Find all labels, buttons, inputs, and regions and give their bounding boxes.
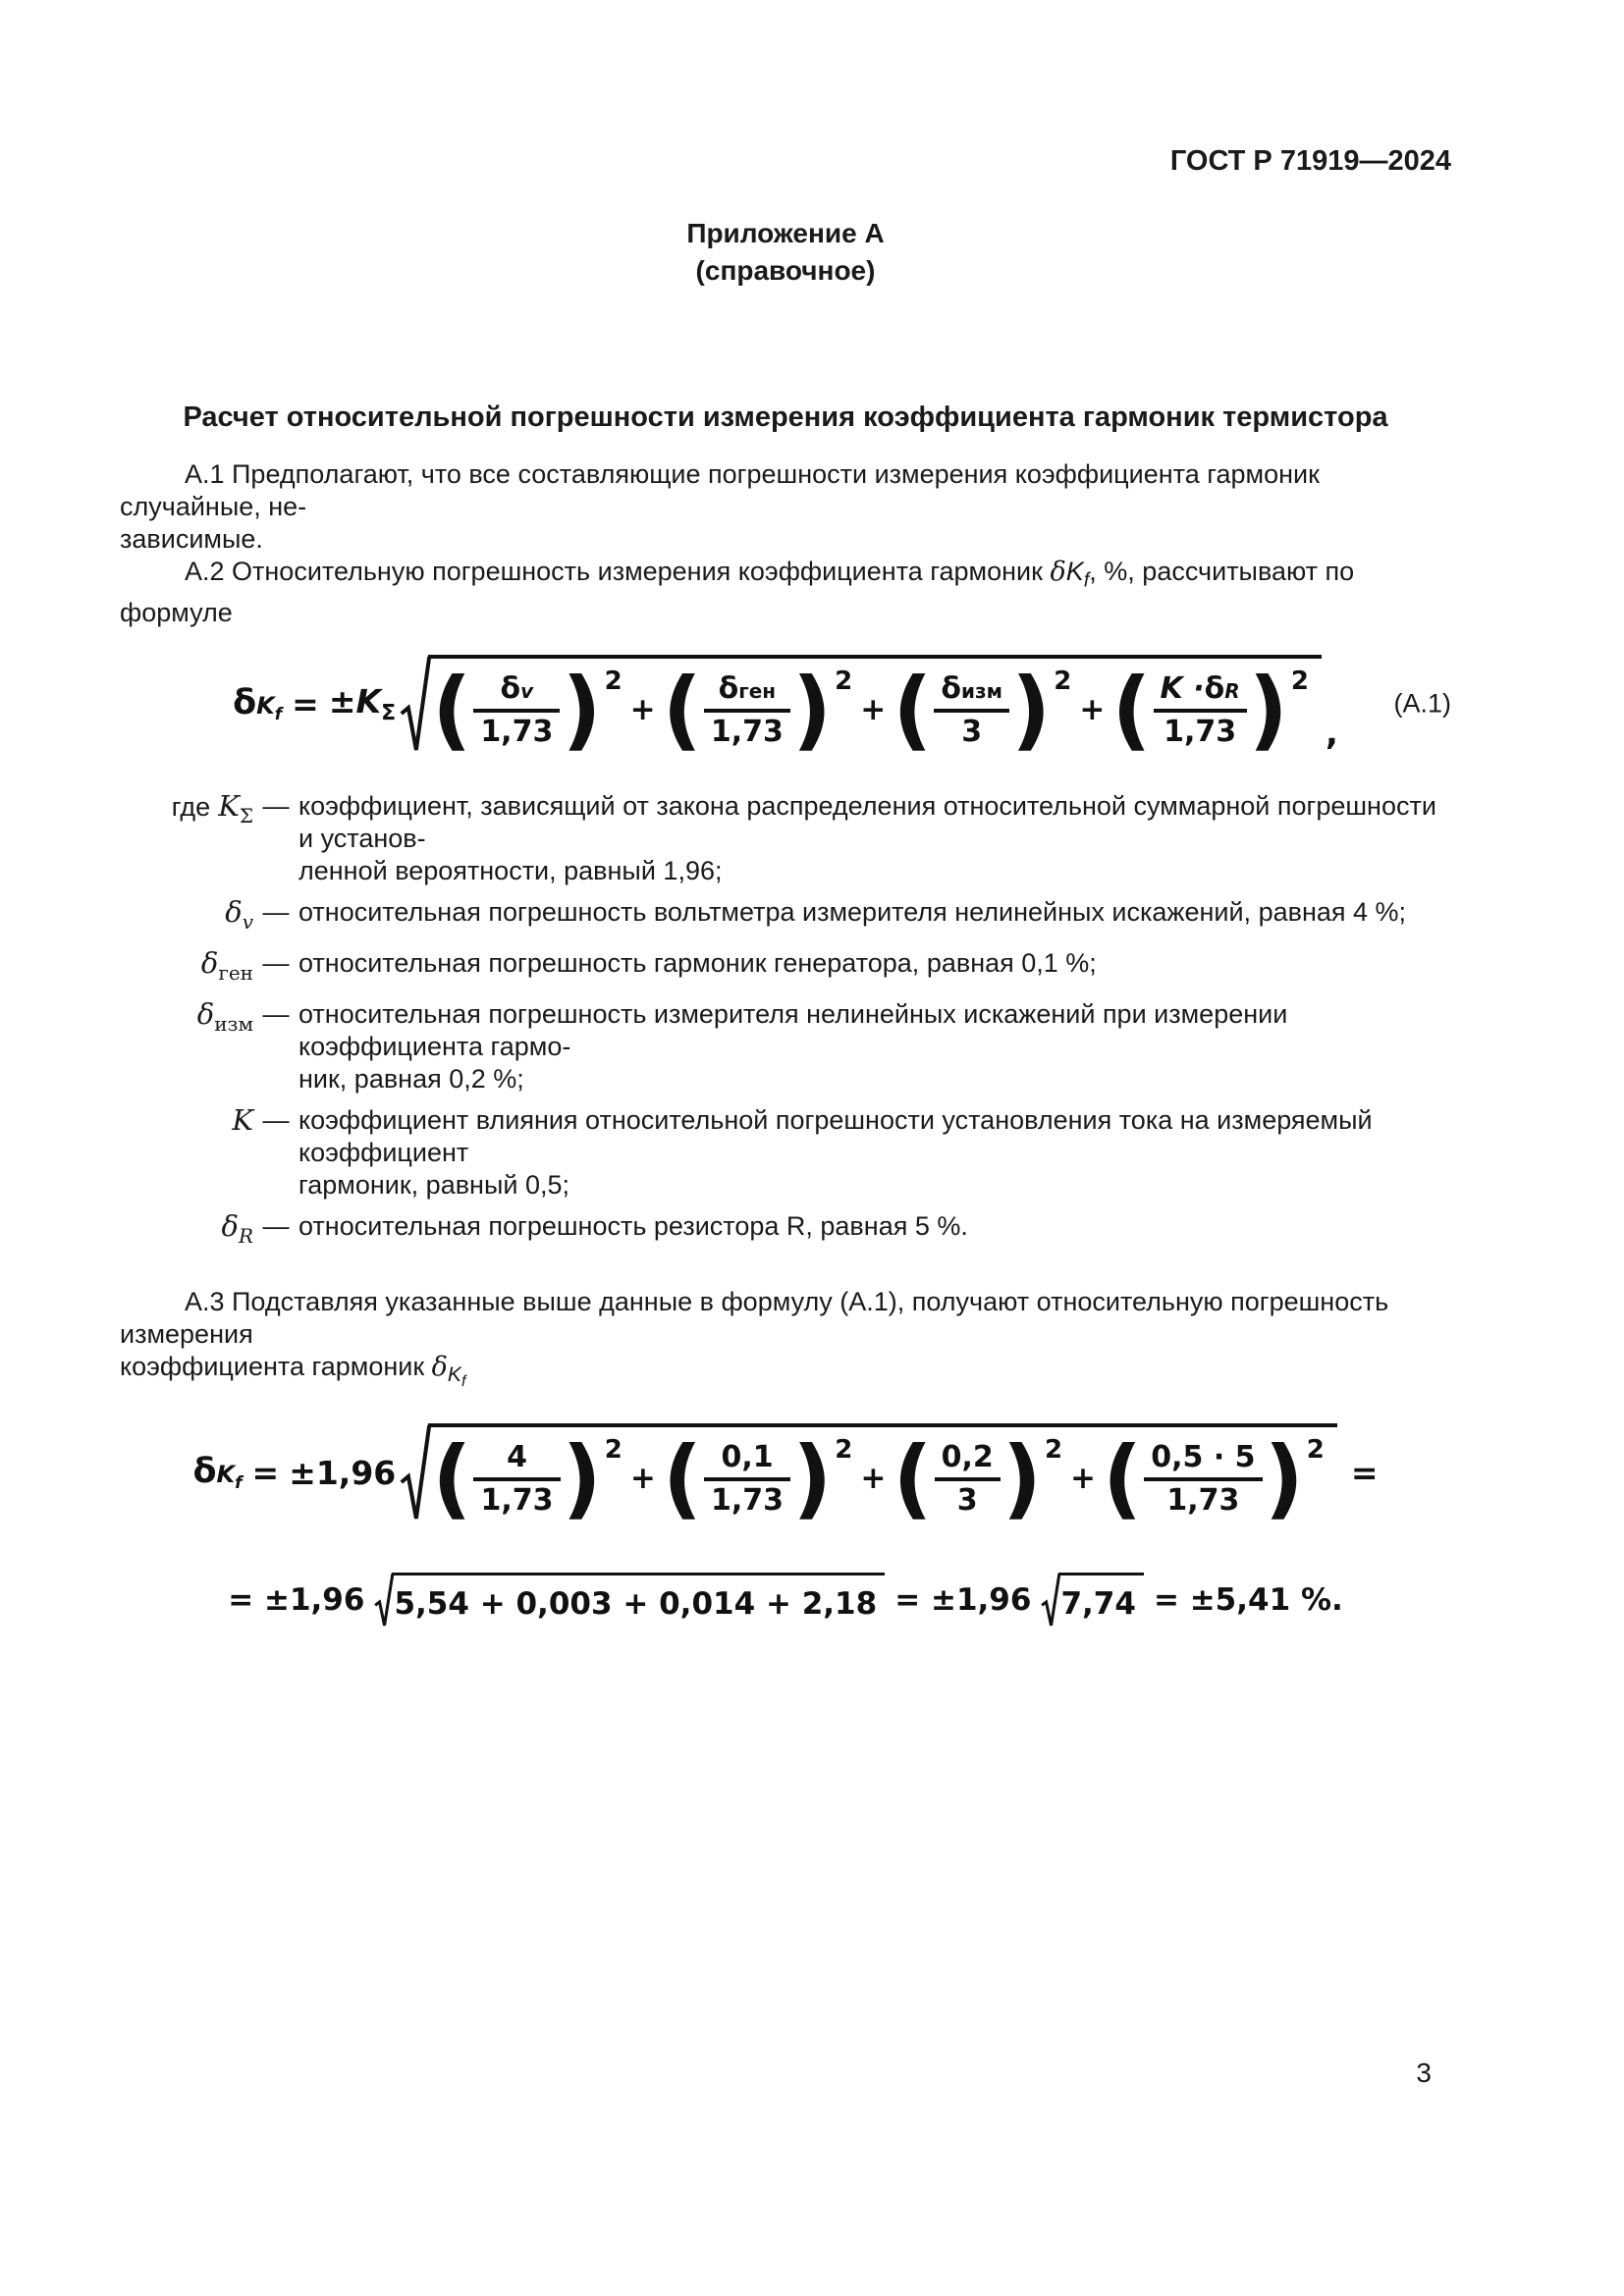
fraction-denominator: 3 xyxy=(934,709,1009,749)
radical-sign xyxy=(400,655,431,753)
comma: , xyxy=(1325,714,1338,754)
formula-substituted xyxy=(120,1423,1451,1529)
left-paren: ( xyxy=(432,1427,472,1529)
dash: — xyxy=(262,998,290,1029)
description-line: относительная погрешность измерителя нелинейных искажений при измерении коэффициента гармо- xyxy=(298,998,1288,1061)
f-subscript: f xyxy=(460,1373,466,1391)
square-root xyxy=(400,655,1322,761)
delta-symbol: δ xyxy=(718,670,739,706)
radicand: 7,74 xyxy=(1058,1573,1144,1628)
k-sigma-symbol: K xyxy=(355,682,382,721)
right-paren: ) xyxy=(1001,1427,1042,1529)
left-paren: ( xyxy=(432,659,472,761)
radicand xyxy=(428,1423,1337,1529)
right-paren: ) xyxy=(1264,1427,1304,1529)
plus-sign: + xyxy=(1070,1461,1097,1497)
result-segment-2: = ±1,96 xyxy=(894,1582,1032,1619)
k-sigma-symbol: K xyxy=(218,789,240,824)
delta-symbol: δ xyxy=(221,1208,239,1243)
dash: — xyxy=(262,948,290,979)
fraction-denominator: 1,73 xyxy=(473,709,560,749)
k-symbol: K xyxy=(447,1363,461,1387)
delta-symbol: δ xyxy=(431,1351,448,1382)
delta-symbol: δ xyxy=(196,996,215,1031)
fraction xyxy=(704,671,790,749)
radicand xyxy=(428,655,1322,761)
f-subscript: f xyxy=(235,1473,243,1494)
plus-sign: + xyxy=(860,1461,887,1497)
formula-label: (А.1) xyxy=(1393,688,1451,719)
f-subscript: f xyxy=(1083,569,1090,592)
radical-sign xyxy=(400,1423,431,1522)
delta-symbol: δ xyxy=(200,946,219,981)
left-paren: ( xyxy=(893,659,933,761)
definition-description xyxy=(298,947,1451,989)
right-paren: ) xyxy=(1248,659,1288,761)
fraction-numerator xyxy=(712,671,783,709)
fraction-denominator: 1,73 xyxy=(1154,709,1247,749)
sigma-subscript: Σ xyxy=(381,701,397,726)
paragraph-a2 xyxy=(120,556,1451,629)
delta-kf-inline-symbol xyxy=(1050,557,1090,592)
fraction xyxy=(473,1440,560,1518)
description-line: гармоник, равный 0,5; xyxy=(298,1169,569,1200)
equals-sign: = xyxy=(251,1453,280,1492)
delta-symbol: δ xyxy=(1050,557,1066,587)
definition-row-delta-izm xyxy=(120,998,1451,1095)
definition-term xyxy=(120,1210,253,1253)
fraction-denominator: 1,73 xyxy=(1144,1477,1262,1518)
f-subscript: f xyxy=(274,705,283,725)
appendix-heading xyxy=(120,215,1451,290)
exponent-2: 2 xyxy=(1290,667,1309,697)
left-paren: ( xyxy=(1103,1427,1143,1529)
standard-number: ГОСТ Р 71919—2024 xyxy=(1169,145,1451,177)
paragraph-a1-line2: зависимые. xyxy=(120,524,263,554)
formula-term-4 xyxy=(1103,1427,1326,1529)
radical-sign xyxy=(374,1573,394,1628)
sigma-subscript: Σ xyxy=(239,804,253,828)
fraction-numerator xyxy=(934,671,1009,709)
r-subscript: R xyxy=(238,1223,253,1248)
right-paren: ) xyxy=(562,659,602,761)
appendix-note: (справочное) xyxy=(695,255,876,286)
plus-sign: + xyxy=(860,692,887,728)
paragraph-a1 xyxy=(120,458,1451,556)
exponent-2: 2 xyxy=(1054,667,1072,697)
right-paren: ) xyxy=(1011,659,1052,761)
formula-term-3 xyxy=(893,659,1072,761)
radical-sign xyxy=(1041,1573,1060,1628)
fraction-numerator: 0,5 · 5 xyxy=(1151,1439,1256,1474)
appendix-title: Приложение А xyxy=(686,218,885,248)
definition-row-delta-r xyxy=(120,1210,1451,1253)
right-paren: ) xyxy=(791,659,833,761)
square-root xyxy=(400,1423,1337,1529)
page-number: 3 xyxy=(1416,2057,1432,2088)
definition-term xyxy=(120,947,253,989)
square-root xyxy=(1041,1573,1144,1628)
square-root xyxy=(374,1573,885,1628)
description-line: относительная погрешность резистора R, равная 5 %. xyxy=(298,1210,968,1241)
k-symbol: K xyxy=(1065,557,1084,586)
k-symbol: K xyxy=(216,1461,236,1489)
right-paren: ) xyxy=(792,1427,833,1529)
formula-term-2 xyxy=(662,1427,854,1529)
fraction xyxy=(1144,1440,1262,1518)
definition-description xyxy=(298,1104,1451,1201)
dash: — xyxy=(262,1210,290,1241)
kf-subscript xyxy=(256,692,282,724)
formula-a1-lhs xyxy=(233,683,282,724)
fraction-numerator xyxy=(1154,671,1247,709)
description-line: относительная погрешность вольтметра измерителя нелинейных искажений, равная 4 %; xyxy=(298,897,1407,928)
definition-description xyxy=(298,896,1451,938)
paragraph-a3-line1: А.3 Подставляя указанные выше данные в формулу (А.1), получают относительную погрешность измерения xyxy=(120,1286,1389,1349)
result-segment-1: = ±1,96 xyxy=(228,1582,365,1619)
formula2-lhs xyxy=(192,1452,242,1493)
fraction xyxy=(704,1440,790,1518)
exponent-2: 2 xyxy=(604,1435,623,1466)
delta-symbol: δ xyxy=(192,1452,217,1492)
dash: — xyxy=(262,791,290,822)
right-paren: ) xyxy=(562,1427,602,1529)
numerator-prefix: K · xyxy=(1160,670,1205,706)
plus-sign: + xyxy=(629,1461,656,1497)
document-title: Расчет относительной погрешности измерения коэффициента гармоник термистора xyxy=(183,401,1388,433)
definition-term xyxy=(120,998,253,1095)
fraction-numerator: 4 xyxy=(507,1439,527,1474)
plus-sign: + xyxy=(1079,692,1106,728)
definition-row-k xyxy=(120,1104,1451,1201)
radicand: 5,54 + 0,003 + 0,014 + 2,18 xyxy=(392,1573,885,1628)
paragraph-a2-text-before: А.2 Относительную погрешность измерения коэффициента гармоник xyxy=(185,557,1051,586)
fraction-denominator: 1,73 xyxy=(473,1477,560,1518)
fraction-numerator: 0,1 xyxy=(721,1439,774,1474)
delta-symbol: δ xyxy=(225,895,243,930)
exponent-2: 2 xyxy=(604,667,623,697)
fraction xyxy=(934,671,1009,749)
description-line: коэффициент влияния относительной погрешности установления тока на измеряемый коэффициент xyxy=(298,1104,1373,1167)
formula-term-4 xyxy=(1111,659,1310,761)
exponent-2: 2 xyxy=(835,1435,853,1466)
definition-description xyxy=(298,1210,1451,1253)
gen-subscript: ген xyxy=(218,960,253,985)
formula-term-2 xyxy=(662,659,854,761)
izm-subscript: изм xyxy=(214,1011,253,1036)
fraction xyxy=(473,671,560,749)
v-subscript: v xyxy=(242,910,253,934)
fraction-numerator xyxy=(493,671,540,709)
where-word: где xyxy=(171,792,211,823)
paragraph-a2-text-after: , %, рассчитывают по формуле xyxy=(120,557,1355,628)
formula-term-3 xyxy=(893,1427,1063,1529)
formula-term-1 xyxy=(432,659,623,761)
definition-description xyxy=(298,790,1451,887)
formula-term-1 xyxy=(432,1427,623,1529)
exponent-2: 2 xyxy=(1306,1435,1325,1466)
dash: — xyxy=(262,1104,290,1135)
v-subscript: v xyxy=(520,678,534,703)
description-line: относительная погрешность гармоник генератора, равная 0,1 %; xyxy=(298,948,1097,979)
formula-a1-coefficient xyxy=(329,682,396,726)
left-paren: ( xyxy=(893,1427,933,1529)
left-paren: ( xyxy=(662,659,702,761)
paragraph-a3 xyxy=(120,1286,1451,1399)
izm-subscript: изм xyxy=(961,678,1003,703)
delta-symbol: δ xyxy=(1204,670,1225,706)
description-line: ник, равная 0,2 %; xyxy=(298,1063,524,1094)
fraction-denominator: 3 xyxy=(935,1477,1001,1518)
formula-result xyxy=(120,1573,1451,1628)
definition-term xyxy=(120,1104,253,1201)
formula2-coefficient: ±1,96 xyxy=(289,1453,397,1492)
plus-sign: + xyxy=(629,692,656,728)
left-paren: ( xyxy=(1111,659,1152,761)
delta-symbol: δ xyxy=(941,670,962,706)
fraction-numerator: 0,2 xyxy=(941,1439,994,1474)
plus-minus-sign: ± xyxy=(328,682,356,721)
result-segment-3: = ±5,41 %. xyxy=(1153,1582,1343,1619)
k-symbol: K xyxy=(232,1102,253,1137)
dash: — xyxy=(262,897,290,928)
delta-symbol: δ xyxy=(233,683,257,723)
definition-row-delta-v xyxy=(120,896,1451,938)
definitions-list xyxy=(120,790,1451,1252)
k-symbol: K xyxy=(256,692,275,721)
kf-subscript xyxy=(447,1363,466,1391)
r-subscript: R xyxy=(1224,678,1240,703)
formula-a1 xyxy=(120,655,1451,761)
fraction-denominator: 1,73 xyxy=(704,709,790,749)
gen-subscript: ген xyxy=(738,678,777,703)
definition-row-delta-gen xyxy=(120,947,1451,989)
exponent-2: 2 xyxy=(1044,1435,1063,1466)
description-line: ленной вероятности, равный 1,96; xyxy=(298,856,723,886)
definition-row-ksigma xyxy=(120,790,1451,887)
definition-term xyxy=(120,790,253,887)
paragraph-a3-line2 xyxy=(120,1351,1451,1399)
equals-sign: = xyxy=(1350,1453,1379,1492)
fraction-denominator: 1,73 xyxy=(704,1477,790,1518)
kf-subscript xyxy=(217,1461,243,1493)
delta-symbol: δ xyxy=(500,670,521,706)
description-line: коэффициент, зависящий от закона распределения относительной суммарной погрешности и установ- xyxy=(298,791,1436,854)
paragraph-a3-line2-text: коэффициента гармоник xyxy=(120,1351,432,1381)
paragraph-a1-line1: А.1 Предполагают, что все составляющие погрешности измерения коэффициента гармоник случайные, не- xyxy=(120,459,1320,521)
definition-description xyxy=(298,998,1451,1095)
fraction xyxy=(1154,671,1247,749)
fraction xyxy=(935,1440,1001,1518)
definition-term xyxy=(120,896,253,938)
left-paren: ( xyxy=(662,1427,703,1529)
equals-sign: = xyxy=(292,684,319,723)
exponent-2: 2 xyxy=(835,667,853,697)
